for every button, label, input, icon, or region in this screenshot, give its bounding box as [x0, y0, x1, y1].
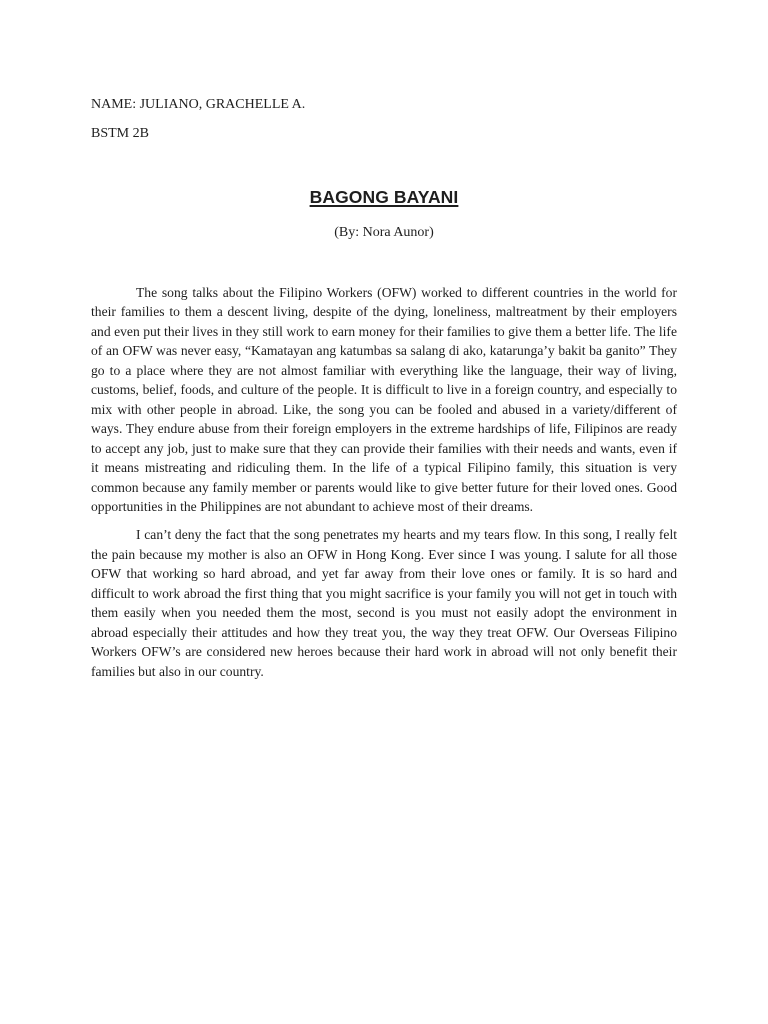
- document-byline: (By: Nora Aunor): [334, 225, 434, 240]
- document-title: BAGONG BAYANI: [309, 187, 459, 207]
- course-section: BSTM 2B: [91, 126, 149, 141]
- paragraph-2: I can’t deny the fact that the song penetrates my hearts and my tears flow. In this song, I really felt the pain because my mother is also an OFW in Hong Kong. Ever since I was young. I salute for all those OFW that working so hard abroad, and yet far away from their love ones or family. It is so hard and difficult to work abroad the first thing that you might sacrifice is your family you will not get in touch with them easily when you needed them the most, second is you must not easily adopt the environment in abroad especially their attitudes and how they treat you, the way they treat OFW. Our Overseas Filipino Workers OFW’s are considered new heroes because their hard work in abroad will not only benefit their families but also in our country.: [91, 527, 677, 679]
- student-name: NAME: JULIANO, GRACHELLE A.: [91, 97, 306, 112]
- essay-body: [91, 283, 677, 681]
- paragraph-1: The song talks about the Filipino Workers (OFW) worked to different countries in the world for their families to them a descent living, despite of the dying, loneliness, maltreatment by their employers and even put their lives in they still work to earn money for their families to give them a better life. The life of an OFW was never easy, “Kamatayan ang katumbas sa salang di ako, katarunga’y bakit ba ganito” They go to a place where they are not almost familiar with everything like the language, their way of living, customs, belief, foods, and culture of the people. It is difficult to live in a foreign country, and especially to mix with other people in abroad. Like, the song you can be fooled and abused in a variety/different of ways. They endure abuse from their foreign employers in the extreme hardships of life, Filipinos are ready to accept any job, just to make sure that they can provide their families with their needs and wants, even if it means mistreating and ridiculing them. In the life of a typical Filipino family, this situation is very common because any family member or parents would like to give better future for their loved ones. Good opportunities in the Philippines are not abundant to achieve most of their dreams.: [91, 285, 677, 514]
